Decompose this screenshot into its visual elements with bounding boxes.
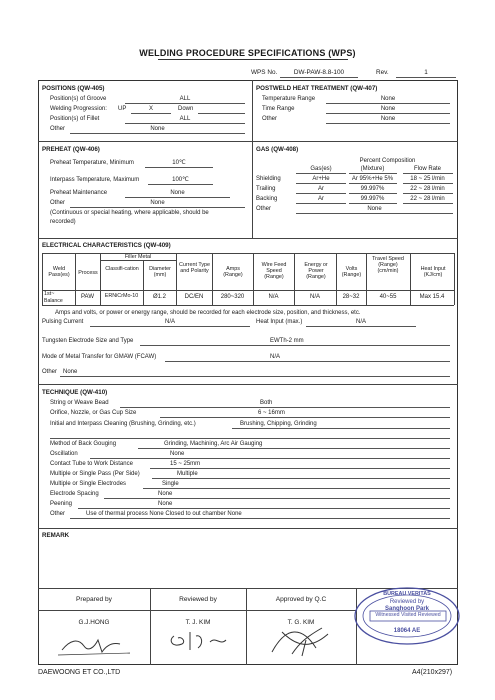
- technique-nozzle-value: 6 ~ 16mm: [258, 410, 285, 416]
- paper-size: A4(210x297): [412, 669, 453, 676]
- heat-max-value: N/A: [355, 319, 366, 325]
- technique-other-label: Other: [50, 511, 66, 517]
- technique-other-value: Use of thermal process None Closed to out chamber None: [86, 511, 242, 517]
- gas-col-mixture: (Mixture): [360, 166, 385, 172]
- pwht-temp-value: None: [380, 96, 396, 102]
- divider-electrical: [38, 384, 458, 385]
- col-amps: Amps (Range): [223, 266, 243, 279]
- gas-other-underline: [296, 213, 453, 214]
- technique-pass-label: Multiple or Single Pass (Per Side): [50, 471, 140, 477]
- preheat-min-underline: [145, 167, 213, 168]
- technique-electrodes-label: Multiple or Single Electrodes: [50, 481, 127, 487]
- positions-heading: POSITIONS (QW-405): [42, 85, 105, 92]
- technique-gouging-label: Method of Back Gouging: [50, 441, 117, 447]
- transfer-value: N/A: [270, 354, 281, 360]
- row-amps: 280~320: [220, 294, 245, 300]
- row-pass: 1st~: [44, 291, 55, 297]
- technique-underline: [232, 428, 450, 429]
- table-col-line: [42, 253, 43, 305]
- revision-value: 1: [424, 69, 428, 76]
- company-name: DAEWOONG ET CO.,LTD: [38, 669, 121, 676]
- gas-row-underline: [403, 183, 453, 184]
- col-classification: Classifi-cation: [105, 266, 139, 272]
- col-wire-feed: Wire Feed Speed (Range): [261, 262, 287, 281]
- transfer-label: Mode of Metal Transfer for GMAW (FCAW): [42, 354, 157, 360]
- technique-spacing-value: None: [158, 491, 173, 497]
- gas-trailing-label: Trailing: [256, 186, 276, 192]
- groove-value: ALL: [179, 96, 191, 102]
- row-current: DC/EN: [184, 294, 204, 300]
- technique-peening-value: None: [158, 501, 173, 507]
- inspection-stamp: [352, 585, 462, 647]
- gas-row-underline: [403, 193, 453, 194]
- stamp-line3: Sanghoon Park: [384, 606, 429, 612]
- row-diameter: Ø1.2: [152, 294, 166, 300]
- wps-number-value: DW-PAW-8.8-100: [293, 69, 345, 76]
- technique-nozzle-label: Orifice, Nozzle, or Gas Cup Size: [50, 410, 137, 416]
- technique-underline: [70, 518, 450, 519]
- interpass-underline: [148, 184, 213, 185]
- technique-blank-line: [50, 438, 450, 439]
- tungsten-value: EWTh-2 mm: [270, 338, 304, 344]
- gas-pc-header: Percent Composition: [359, 158, 416, 164]
- preheat-min-label: Preheat Temperature, Minimum: [50, 160, 134, 166]
- technique-underline: [143, 488, 450, 489]
- prepared-name: G.J.HONG: [78, 619, 110, 626]
- gas-col-gases-underline: [296, 173, 346, 174]
- stamp-line2: Reviewed by: [389, 599, 425, 605]
- row-pass-balance: Balance: [44, 298, 63, 304]
- gas-backing-mix: 99.997%: [360, 196, 385, 202]
- approved-name: T. G. KIM: [287, 619, 315, 626]
- technique-pass-value: Multiple: [177, 471, 198, 477]
- transfer-underline: [165, 361, 450, 362]
- table-col-line: [454, 253, 455, 305]
- col-diameter: Diameter (mm): [149, 266, 171, 279]
- technique-cleaning-label: Initial and Interpass Cleaning (Brushing, Grinding, etc.): [50, 421, 196, 427]
- technique-heading: TECHNIQUE (QW-410): [42, 389, 108, 396]
- pwht-time-label: Time Range: [262, 106, 295, 112]
- up-mark: X: [148, 106, 153, 112]
- gas-row-underline: [349, 193, 397, 194]
- technique-bead-label: String or Weave Bead: [50, 400, 109, 406]
- divider-technique: [38, 528, 458, 529]
- technique-underline: [152, 478, 450, 479]
- technique-underline: [90, 458, 450, 459]
- pulsing-underline: [90, 326, 250, 327]
- gas-shielding-label: Shielding: [256, 176, 281, 182]
- filler-metal-header: Filler Metal: [124, 254, 152, 260]
- prepared-signature: [50, 628, 140, 658]
- technique-underline: [138, 448, 450, 449]
- technique-oscillation-value: None: [170, 451, 185, 457]
- table-bottom-border: [42, 305, 454, 306]
- preheat-note-line2: recorded): [50, 219, 76, 225]
- row-process: PAW: [81, 294, 94, 300]
- pwht-temp-underline: [326, 103, 450, 104]
- electrical-heading: ELECTRICAL CHARACTERISTICS (QW-409): [42, 242, 171, 249]
- divider-preheat: [38, 238, 458, 239]
- technique-oscillation-label: Oscillation: [50, 451, 78, 457]
- document-title: WELDING PROCEDURE SPECIFICATIONS (WPS): [139, 48, 356, 58]
- gas-col-mixture-underline: [349, 173, 397, 174]
- positions-other-value: None: [150, 126, 165, 132]
- groove-label: Position(s) of Groove: [50, 96, 107, 102]
- gas-trailing-flow: 22 ~ 28 l/min: [410, 186, 445, 192]
- positions-other-label: Other: [50, 126, 66, 132]
- interpass-value: 100℃: [172, 177, 189, 183]
- gas-trailing-gas: Ar: [318, 186, 324, 192]
- positions-other-underline: [70, 133, 245, 134]
- gas-row-underline: [403, 203, 453, 204]
- tungsten-label: Tungsten Electrode Size and Type: [42, 338, 134, 344]
- preheat-other-label: Other: [50, 200, 66, 206]
- maintenance-label: Preheat Maintenance: [50, 190, 108, 196]
- fillet-label: Position(s) of Fillet: [50, 116, 100, 122]
- progression-label: Welding Progression:: [50, 106, 107, 112]
- revision-label: Rev.: [376, 69, 389, 76]
- technique-ctwd-label: Contact Tube to Work Distance: [50, 461, 133, 467]
- technique-bead-value: Both: [260, 400, 273, 406]
- electrical-other-value: None: [63, 369, 78, 375]
- electrical-note: Amps and volts, or power or energy range, should be recorded for each electrode size, position, and thickness, etc.: [55, 310, 361, 316]
- gas-row-underline: [349, 183, 397, 184]
- col-volts: Volts (Range): [341, 266, 362, 279]
- gas-shielding-gas: Ar+He: [312, 176, 330, 182]
- table-header-border: [42, 290, 454, 291]
- wps-number-underline: [280, 77, 358, 78]
- pwht-other-label: Other: [262, 116, 278, 122]
- col-process: Process: [78, 270, 98, 276]
- column-divider: [252, 80, 253, 238]
- maintenance-value: None: [170, 190, 185, 196]
- title-underline: [158, 59, 348, 60]
- stamp-line1: BUREAU VERITAS: [383, 591, 431, 597]
- gas-other-label: Other: [256, 206, 272, 212]
- preheat-heading: PREHEAT (QW-406): [42, 146, 100, 153]
- gas-trailing-mix: 99.997%: [360, 186, 385, 192]
- stamp-line4: Witnessed Visited Reviewed: [375, 612, 441, 618]
- technique-spacing-label: Electrode Spacing: [50, 491, 99, 497]
- col-travel: Travel Speed (Range) (cm/min): [372, 256, 404, 275]
- gas-backing-label: Backing: [256, 196, 278, 202]
- gas-shielding-flow: 18 ~ 25 l/min: [410, 176, 445, 182]
- wps-number-label: WPS No.: [251, 69, 278, 76]
- table-top-border: [42, 253, 454, 254]
- gas-shielding-mix: Ar 95%+He 5%: [351, 176, 394, 182]
- pwht-time-value: None: [380, 106, 396, 112]
- pwht-time-underline: [326, 113, 450, 114]
- reviewed-name: T. J. KIM: [185, 619, 211, 626]
- row-heat-input: Max 15.4: [419, 294, 445, 300]
- gas-col-gases: Gas(es): [310, 166, 332, 172]
- col-heat-input: Heat Input (KJ/cm): [420, 266, 446, 279]
- pwht-heading: POSTWELD HEAT TREATMENT (QW-407): [256, 85, 378, 92]
- pulsing-value: N/A: [164, 319, 175, 325]
- preheat-min-value: 10℃: [172, 160, 186, 166]
- technique-underline: [120, 407, 450, 408]
- gas-col-flow: Flow Rate: [413, 166, 441, 172]
- technique-underline: [160, 417, 450, 418]
- row-classification: ERNiCrMo-10: [104, 293, 139, 299]
- maintenance-underline: [125, 197, 230, 198]
- divider-positions: [38, 141, 458, 142]
- gas-other-value: None: [367, 206, 382, 212]
- gas-backing-flow: 22 ~ 28 l/min: [410, 196, 445, 202]
- gas-col-flow-underline: [403, 173, 453, 174]
- approved-signature: [262, 622, 342, 660]
- down-label: Down: [178, 106, 194, 112]
- col-current: Current Type and Polarity: [178, 262, 211, 275]
- electrical-other-underline: [60, 376, 450, 377]
- remark-heading: REMARK: [42, 532, 70, 539]
- technique-underline: [78, 508, 450, 509]
- up-label: UP: [118, 106, 127, 112]
- electrical-other-label: Other: [42, 369, 58, 375]
- pwht-temp-label: Temperature Range: [262, 96, 316, 102]
- row-volts: 28~32: [342, 294, 360, 300]
- preheat-other-value: None: [150, 200, 165, 206]
- gas-heading: GAS (QW-408): [256, 146, 299, 153]
- gas-row-underline: [349, 203, 397, 204]
- groove-underline: [125, 103, 245, 104]
- technique-underline: [150, 468, 450, 469]
- reviewed-signature: [160, 626, 240, 656]
- technique-peening-label: Peening: [50, 501, 73, 507]
- tungsten-underline: [140, 345, 450, 346]
- row-wire: N/A: [268, 294, 279, 300]
- fillet-value: ALL: [179, 116, 191, 122]
- stamp-line5: 18064 AE: [393, 628, 421, 634]
- preheat-other-underline: [70, 207, 245, 208]
- heat-max-label: Heat Input (max.): [256, 319, 303, 325]
- down-underline: [198, 113, 245, 114]
- technique-electrodes-value: Single: [162, 481, 179, 487]
- col-weld-pass: Weld Pass(es): [48, 266, 70, 279]
- up-underline: [131, 113, 171, 114]
- technique-gouging-value: Grinding, Machining, Arc Air Gauging: [164, 441, 263, 447]
- approved-by-label: Approved by Q.C: [275, 596, 327, 603]
- gas-row-underline: [296, 193, 346, 194]
- gas-backing-gas: Ar: [318, 196, 324, 202]
- signature-header-line: [38, 610, 356, 611]
- fillet-underline: [125, 123, 245, 124]
- preheat-note-line1: (Continuous or special heating, where applicable, should be: [50, 210, 209, 216]
- technique-cleaning-value: Brushing, Chipping, Grinding: [240, 421, 317, 427]
- technique-ctwd-value: 15 ~ 25mm: [170, 461, 201, 467]
- revision-underline: [396, 77, 456, 78]
- gas-row-underline: [296, 183, 346, 184]
- row-travel: 40~55: [379, 294, 397, 300]
- col-energy: Energy or Power (Range): [304, 262, 328, 281]
- row-energy: N/A: [309, 294, 320, 300]
- interpass-label: Interpass Temperature, Maximum: [50, 177, 140, 183]
- reviewed-by-label: Reviewed by: [179, 596, 217, 603]
- gas-row-underline: [296, 203, 346, 204]
- technique-underline: [104, 498, 450, 499]
- heat-max-underline: [306, 326, 416, 327]
- pwht-other-value: None: [380, 116, 396, 122]
- pwht-other-underline: [326, 123, 450, 124]
- pulsing-label: Pulsing Current: [42, 319, 84, 325]
- prepared-by-label: Prepared by: [76, 596, 112, 603]
